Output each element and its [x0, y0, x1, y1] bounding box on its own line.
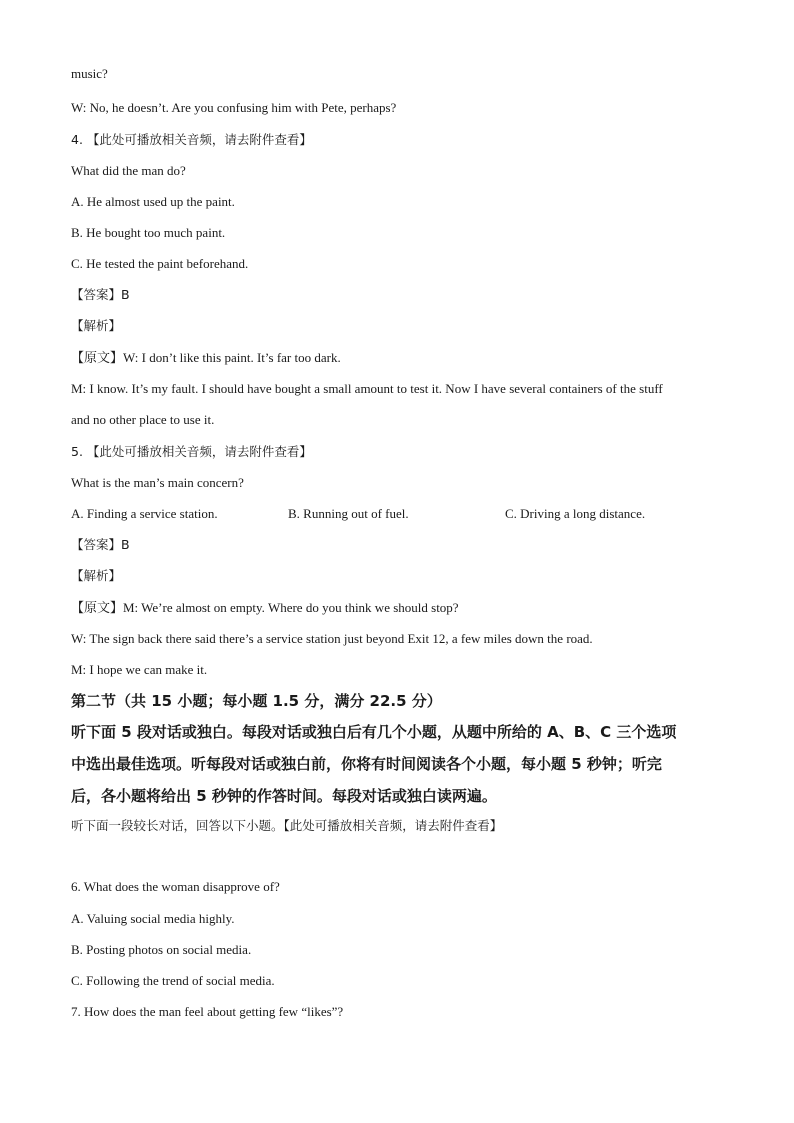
question-5-options	[71, 506, 731, 522]
question-4-header: 4. 【此处可播放相关音频，请去附件查看】	[71, 132, 312, 147]
question-7-text: 7. How does the man feel about getting few “likes”?	[71, 1004, 344, 1019]
question-5-option-a: A. Finding a service station.	[71, 506, 218, 521]
question-4-answer: 【答案】B	[71, 287, 130, 302]
section-2-listen-prompt: 听下面一段较长对话，回答以下小题。【此处可播放相关音频，请去附件查看】	[71, 818, 503, 833]
question-5-answer: 【答案】B	[71, 537, 130, 552]
question-5-transcript-2: W: The sign back there said there’s a service station just beyond Exit 12, a few miles down the road.	[71, 631, 593, 646]
section-2-instruction-1: 听下面 5 段对话或独白。每段对话或独白后有几个小题，从题中所给的 A、B、C 三个选项	[71, 723, 677, 741]
question-5-transcript-1: 【原文】M: We’re almost on empty. Where do you think we should stop?	[71, 600, 459, 615]
question-4-transcript-2: M: I know. It’s my fault. I should have bought a small amount to test it. Now I have several containers of the stuff	[71, 381, 663, 396]
question-5-transcript-3: M: I hope we can make it.	[71, 662, 208, 677]
question-6-option-c: C. Following the trend of social media.	[71, 973, 275, 988]
question-6-option-a: A. Valuing social media highly.	[71, 911, 235, 926]
section-2-instruction-2: 中选出最佳选项。听每段对话或独白前，你将有时间阅读各个小题，每小题 5 秒钟；听完	[71, 755, 662, 773]
question-5-text: What is the man’s main concern?	[71, 475, 244, 490]
question-4-text: What did the man do?	[71, 163, 186, 178]
question-5-header: 5. 【此处可播放相关音频，请去附件查看】	[71, 444, 312, 459]
question-4-option-a: A. He almost used up the paint.	[71, 194, 235, 209]
question-4-analysis-label: 【解析】	[71, 318, 122, 333]
question-4-transcript-3: and no other place to use it.	[71, 412, 215, 427]
section-2-instruction-3: 后，各小题将给出 5 秒钟的作答时间。每段对话或独白读两遍。	[71, 787, 497, 805]
dialogue-line: W: No, he doesn’t. Are you confusing him with Pete, perhaps?	[71, 100, 397, 115]
section-2-title: 第二节（共 15 小题；每小题 1.5 分，满分 22.5 分）	[71, 692, 442, 710]
question-5-option-b: B. Running out of fuel.	[288, 506, 409, 521]
question-4-transcript-1: 【原文】W: I don’t like this paint. It’s far too dark.	[71, 350, 341, 365]
question-6-option-b: B. Posting photos on social media.	[71, 942, 252, 957]
question-5-analysis-label: 【解析】	[71, 568, 122, 583]
text-line: music?	[71, 66, 108, 81]
question-4-option-b: B. He bought too much paint.	[71, 225, 226, 240]
question-4-option-c: C. He tested the paint beforehand.	[71, 256, 249, 271]
question-5-option-c: C. Driving a long distance.	[505, 506, 646, 521]
question-6-text: 6. What does the woman disapprove of?	[71, 879, 280, 894]
